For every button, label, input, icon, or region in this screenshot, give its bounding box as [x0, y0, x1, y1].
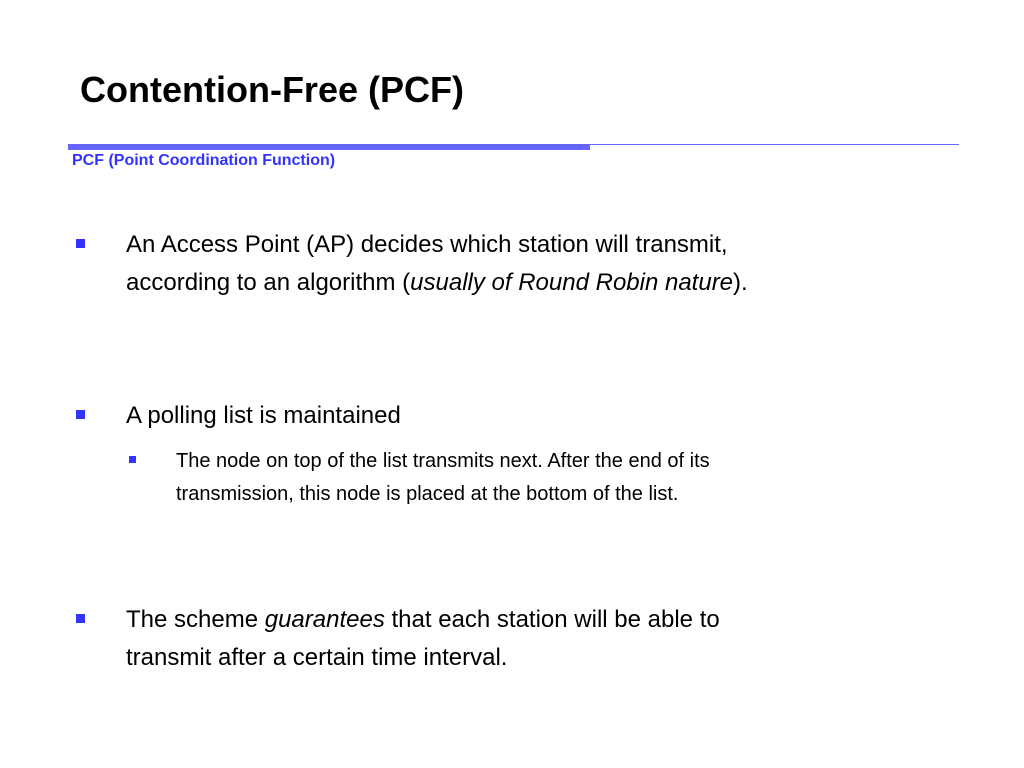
bullet-text — [126, 601, 966, 677]
bullet-line: An Access Point (AP) decides which station will transmit, — [126, 231, 728, 258]
square-bullet-icon — [76, 614, 85, 623]
sub-bullet-line: The node on top of the list transmits next. After the end of its — [176, 450, 710, 472]
sub-bullet-text — [176, 445, 976, 511]
bullet-text: A polling list is maintained — [126, 402, 401, 429]
bullet-text — [126, 226, 966, 302]
slide-title: Contention-Free (PCF) — [80, 69, 464, 110]
bullet-line-text: that each station will be able to — [384, 606, 720, 633]
bullet-italic-text: usually of Round Robin nature — [410, 269, 734, 296]
bullet-line-text: The scheme — [126, 606, 265, 633]
bullet-italic-text: guarantees — [264, 606, 385, 633]
sub-bullet-line: transmission, this node is placed at the bottom of the list. — [176, 483, 679, 505]
title-underline-thick — [68, 144, 590, 150]
bullet-line-text: according to an algorithm ( — [126, 269, 411, 296]
square-sub-bullet-icon — [129, 456, 136, 463]
slide-subtitle: PCF (Point Coordination Function) — [72, 152, 336, 169]
bullet-line-text: ). — [733, 269, 748, 296]
square-bullet-icon — [76, 239, 85, 248]
bullet-line: transmit after a certain time interval. — [126, 644, 508, 671]
square-bullet-icon — [76, 410, 85, 419]
